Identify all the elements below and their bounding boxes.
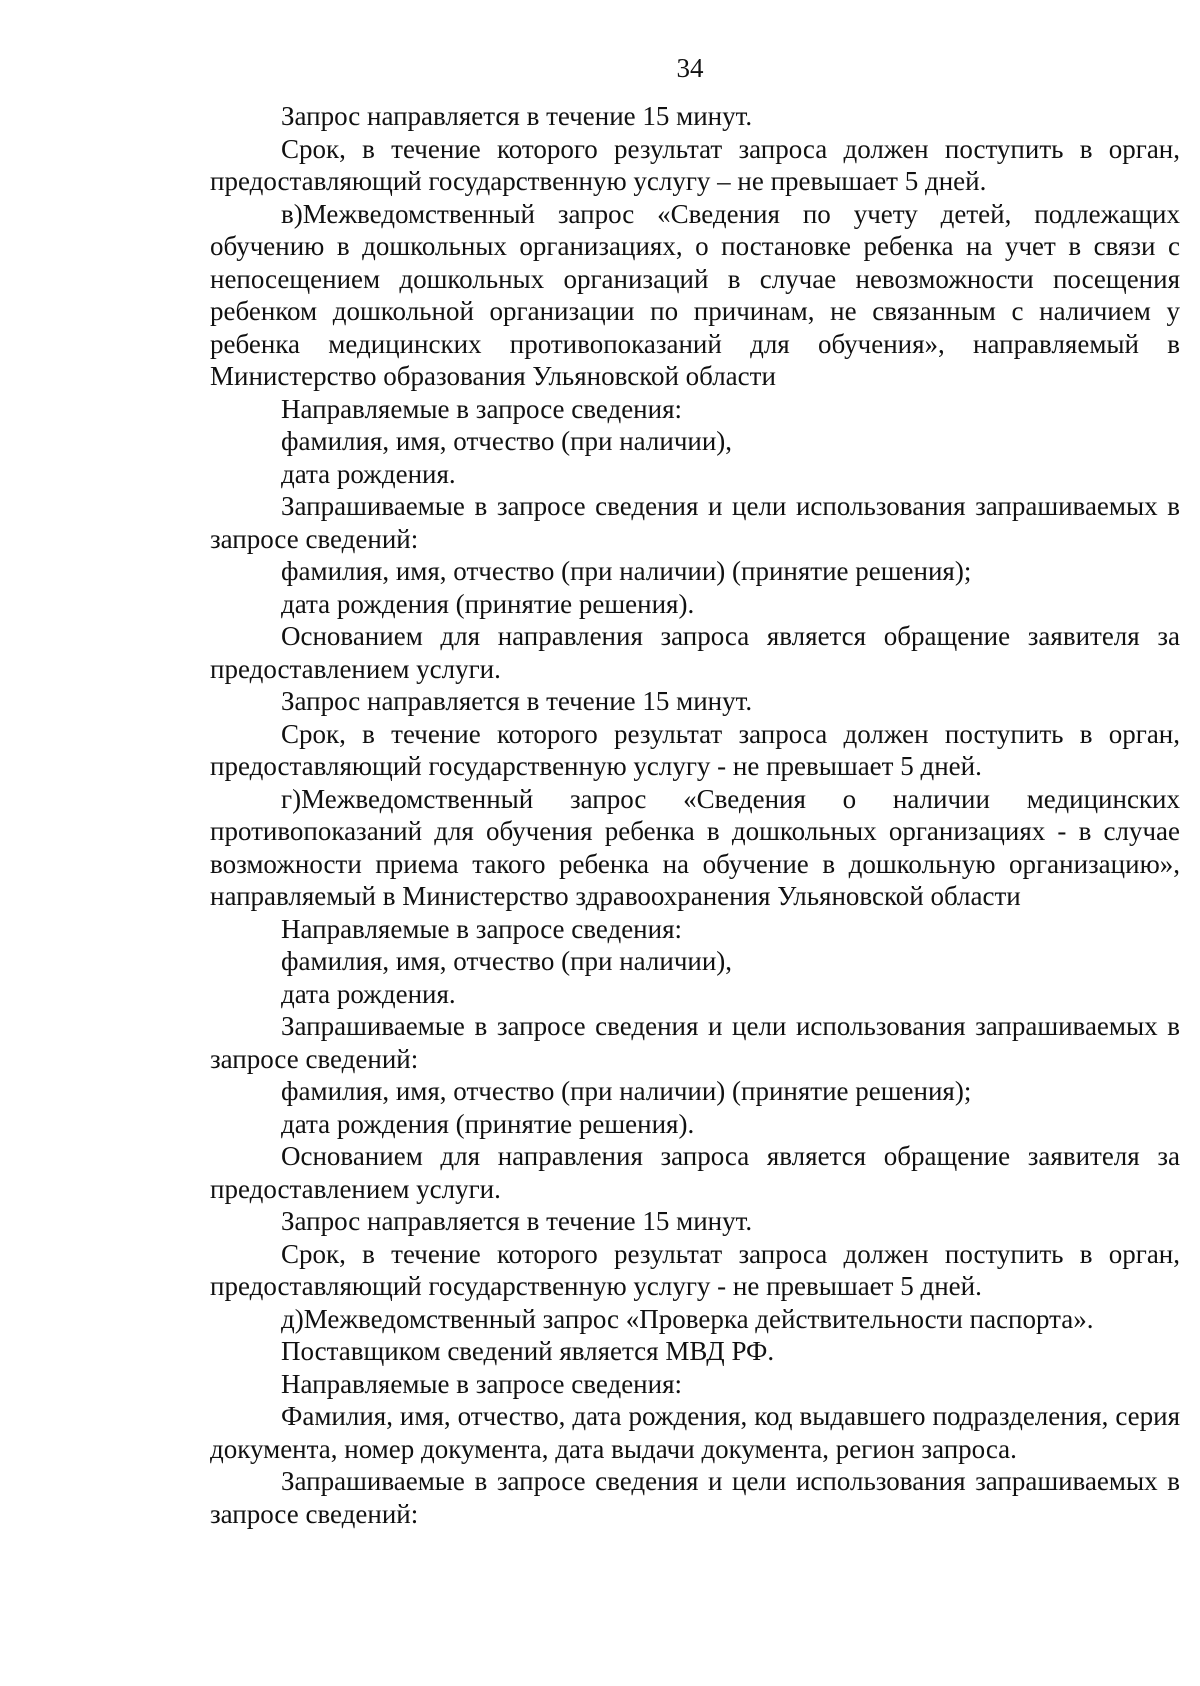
paragraph: Срок, в течение которого результат запроса должен поступить в орган, предоставляющий государственную услугу - не превышает 5 дней.: [210, 718, 1180, 781]
paragraph: дата рождения.: [281, 458, 456, 489]
paragraph: фамилия, имя, отчество (при наличии) (принятие решения);: [281, 556, 972, 586]
paragraph: Направляемые в запросе сведения:: [281, 913, 682, 944]
page-number: 34: [676, 53, 704, 83]
paragraph: дата рождения (принятие решения).: [281, 1108, 695, 1139]
paragraph: Запрашиваемые в запросе сведения и цели использования запрашиваемых в запросе сведений:: [210, 1466, 1180, 1529]
paragraph: Основанием для направления запроса является обращение заявителя за предоставлением услуги.: [210, 621, 1180, 684]
paragraph: дата рождения.: [281, 978, 456, 1009]
paragraph: Запрос направляется в течение 15 минут.: [281, 1206, 753, 1236]
paragraph: фамилия, имя, отчество (при наличии) (принятие решения);: [281, 1076, 972, 1106]
paragraph: Направляемые в запросе сведения:: [281, 393, 682, 424]
paragraph: в)Межведомственный запрос «Сведения по учету детей, подлежащих обучению в дошкольных организациях, о постановке ребенка на учет в связи с непосещением дошкольных организаций в случае невозможности посещения ребенком дошкольной организации по причинам, не связанным с наличием у ребенка медицинских противопоказаний для обучения», направляемый в Министерство образования Ульяновской области: [210, 198, 1180, 391]
paragraph: д)Межведомственный запрос «Проверка действительности паспорта».: [281, 1303, 1094, 1334]
paragraph: Запрос направляется в течение 15 минут.: [281, 101, 753, 131]
paragraph: Срок, в течение которого результат запроса должен поступить в орган, предоставляющий государственную услугу – не превышает 5 дней.: [210, 133, 1180, 196]
paragraph: фамилия, имя, отчество (при наличии),: [281, 946, 733, 976]
paragraph: Фамилия, имя, отчество, дата рождения, код выдавшего подразделения, серия документа, номер документа, дата выдачи документа, регион запроса.: [210, 1401, 1180, 1464]
paragraph: Запрос направляется в течение 15 минут.: [281, 686, 753, 716]
paragraph: г)Межведомственный запрос «Сведения о наличии медицинских противопоказаний для обучения ребенка в дошкольных организациях - в случае возможности приема такого ребенка на обучение в дошкольную организацию», направляемый в Министерство здравоохранения Ульяновской области: [210, 783, 1180, 911]
paragraph: Запрашиваемые в запросе сведения и цели использования запрашиваемых в запросе сведений:: [210, 1011, 1180, 1074]
paragraph: Срок, в течение которого результат запроса должен поступить в орган, предоставляющий государственную услугу - не превышает 5 дней.: [210, 1238, 1180, 1301]
paragraph: фамилия, имя, отчество (при наличии),: [281, 426, 733, 456]
paragraph: Поставщиком сведений является МВД РФ.: [281, 1336, 775, 1366]
paragraph: дата рождения (принятие решения).: [281, 588, 695, 619]
paragraph: Основанием для направления запроса является обращение заявителя за предоставлением услуги.: [210, 1141, 1180, 1204]
paragraph: Направляемые в запросе сведения:: [281, 1368, 682, 1399]
paragraph: Запрашиваемые в запросе сведения и цели использования запрашиваемых в запросе сведений:: [210, 491, 1180, 554]
document-body: [210, 100, 1180, 1530]
